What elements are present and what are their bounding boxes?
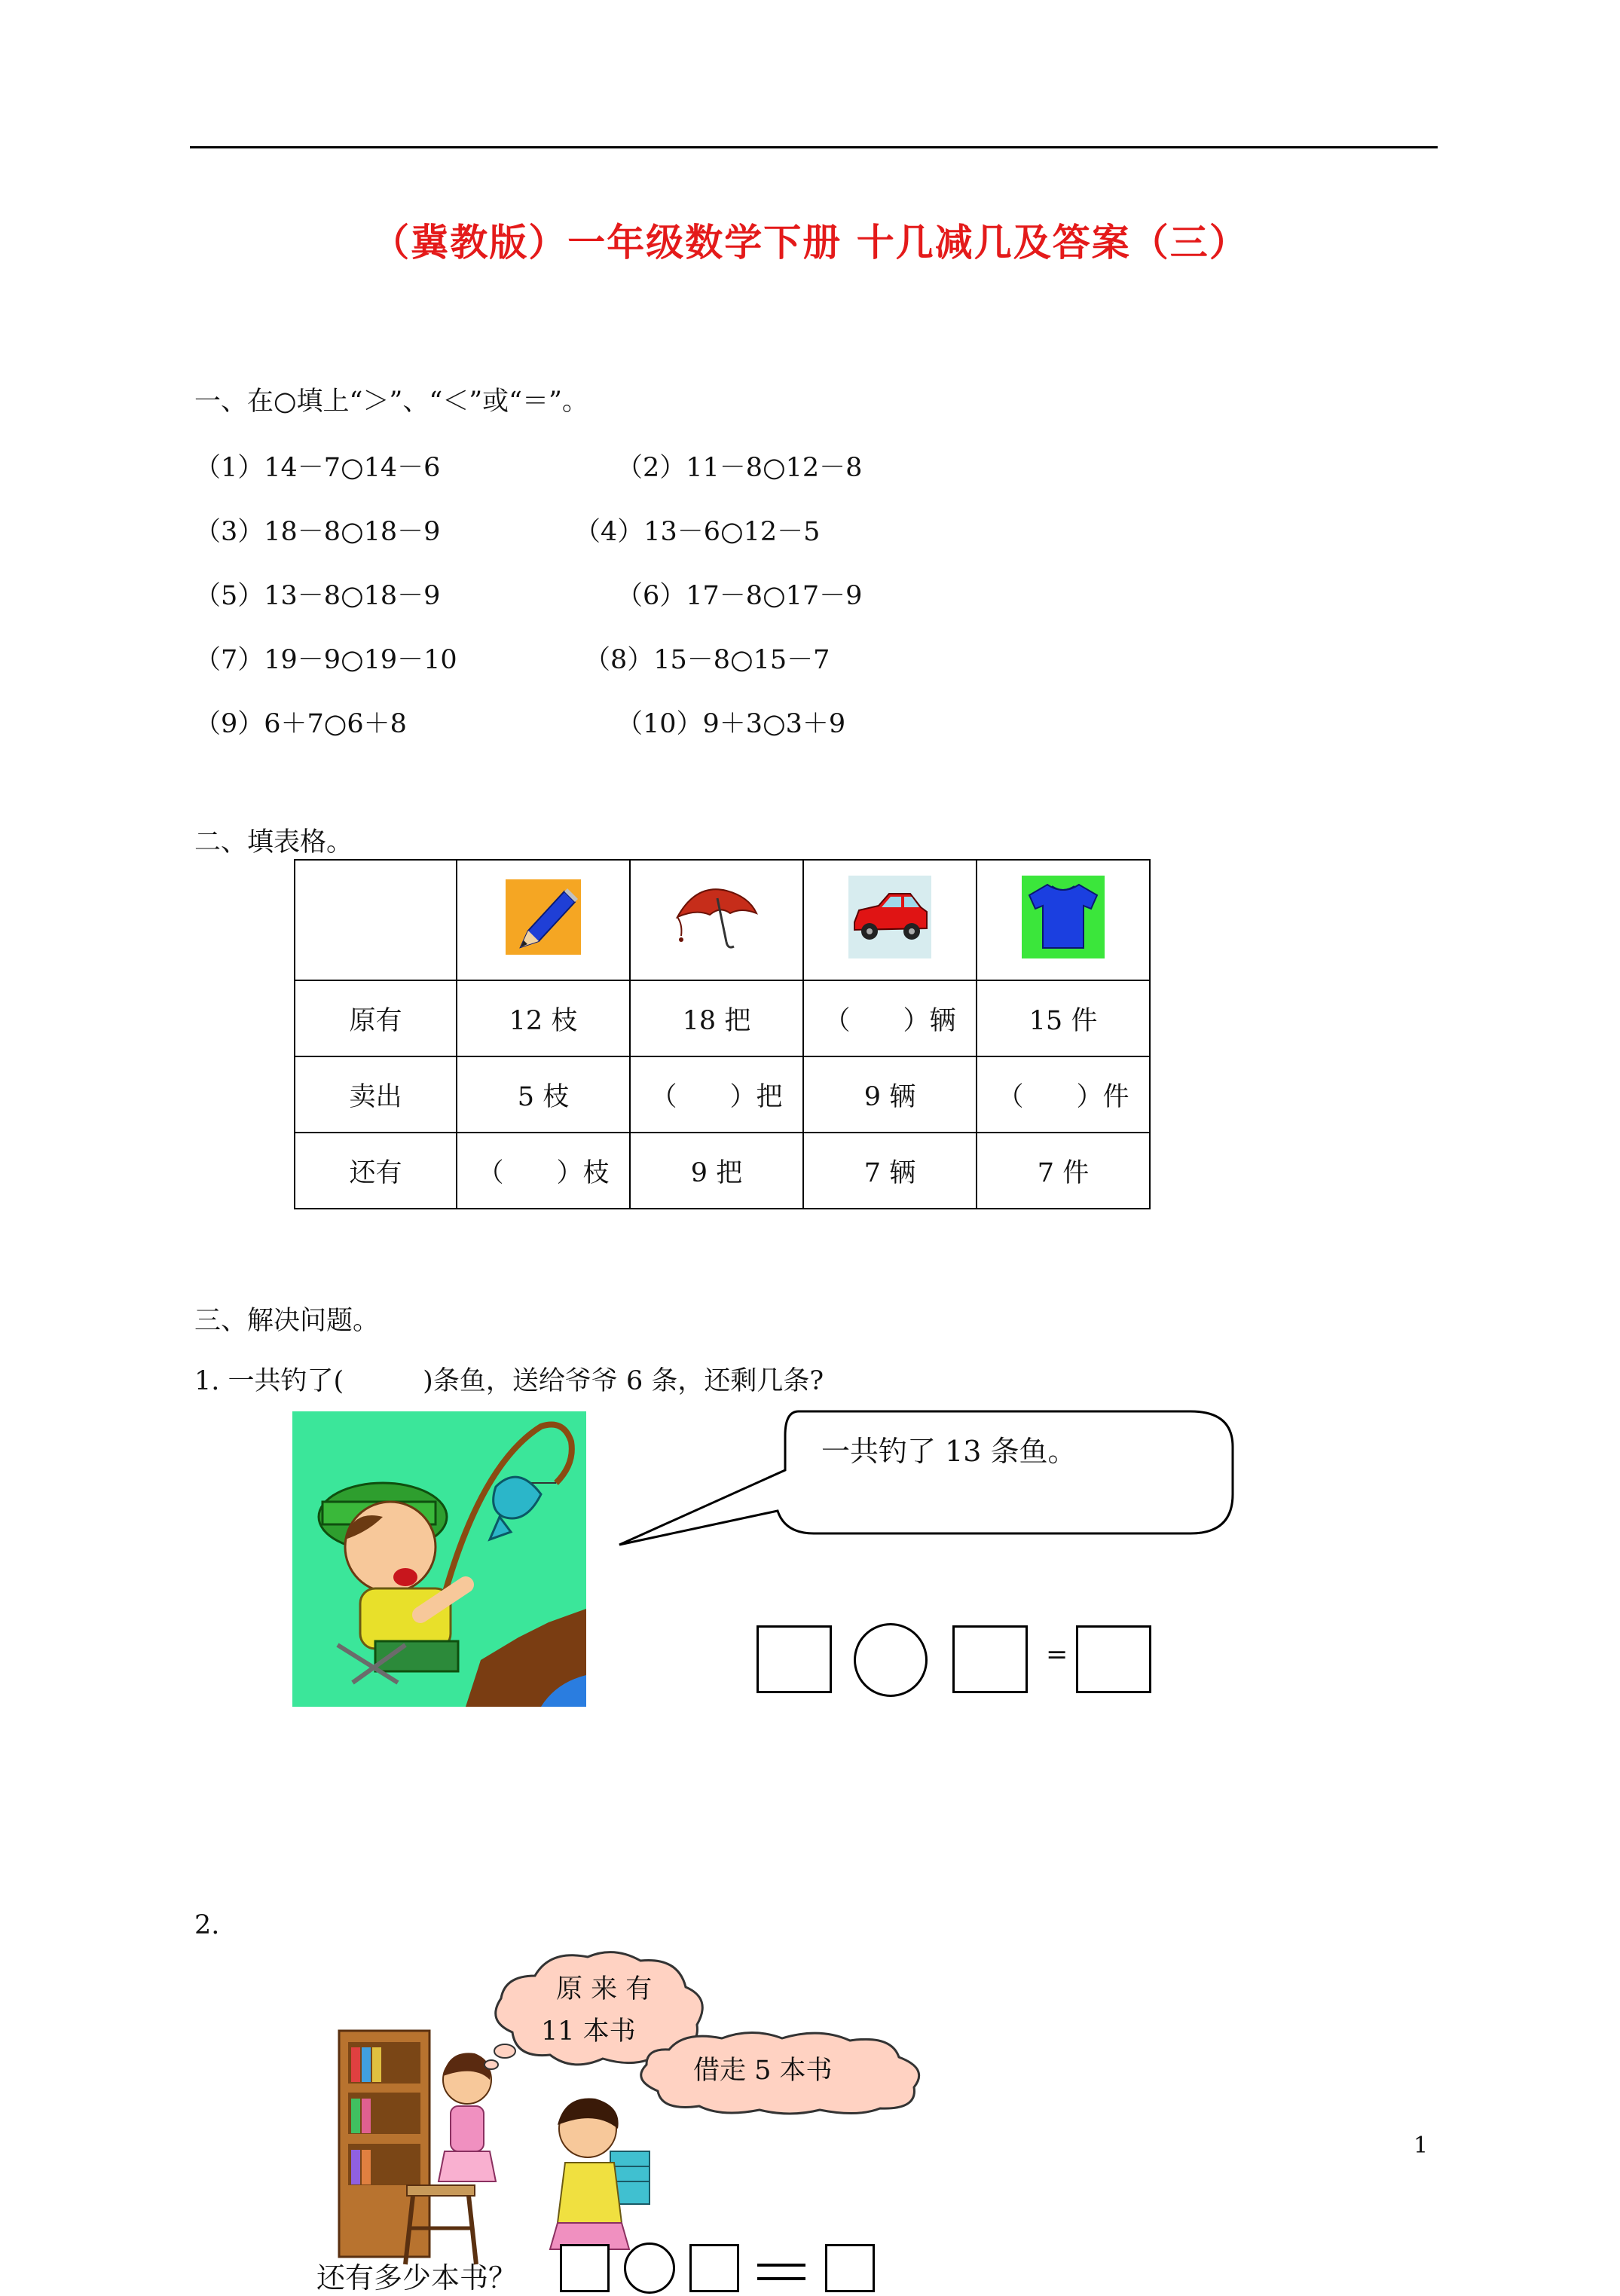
umbrella-icon xyxy=(674,883,760,951)
fill-table xyxy=(294,859,1151,1209)
shirt-icon xyxy=(1022,876,1105,958)
compare-item-10: （10）9＋3○3＋9 xyxy=(616,709,846,739)
table-row xyxy=(295,1056,1150,1133)
row-label: 还有 xyxy=(295,1133,457,1209)
row-label: 卖出 xyxy=(295,1056,457,1133)
pencil-icon xyxy=(506,879,581,955)
compare-item-9: （9）6＋7○6＋8 xyxy=(194,709,407,739)
table-header-shirt xyxy=(977,860,1150,980)
speech-bubble-text: 一共钓了 13 条鱼。 xyxy=(821,1435,1077,1468)
cloud1-line1: 原 来 有 xyxy=(556,1974,653,2004)
table-cell: 9 把 xyxy=(630,1133,803,1209)
equals-sign: = xyxy=(1046,1640,1068,1670)
table-cell: 7 件 xyxy=(977,1133,1150,1209)
compare-item-5: （5）13－8○18－9 xyxy=(194,581,441,611)
answer-box-1[interactable] xyxy=(757,1625,832,1693)
car-icon xyxy=(848,876,931,958)
table-corner-cell xyxy=(295,860,457,980)
header-rule xyxy=(190,146,1438,148)
q2-equals-top xyxy=(757,2264,805,2267)
compare-item-8: （8）15－8○15－7 xyxy=(584,645,830,675)
answer-circle-1[interactable] xyxy=(854,1623,928,1697)
table-cell: （ ）件 xyxy=(977,1056,1150,1133)
table-cell: （ ）枝 xyxy=(457,1133,630,1209)
answer-box-2[interactable] xyxy=(952,1625,1028,1693)
cloud1-line2: 11 本书 xyxy=(541,2016,636,2047)
section1-heading: 一、在○填上“＞”、“＜”或“＝”。 xyxy=(194,387,588,417)
table-cell: 15 件 xyxy=(977,980,1150,1056)
table-header-car xyxy=(803,860,977,980)
table-cell: 5 枝 xyxy=(457,1056,630,1133)
compare-item-7: （7）19－9○19－10 xyxy=(194,645,457,675)
table-cell: （ ）辆 xyxy=(803,980,977,1056)
section3-heading: 三、解决问题。 xyxy=(194,1306,380,1336)
compare-item-6: （6）17－8○17－9 xyxy=(616,581,863,611)
table-row xyxy=(295,1133,1150,1209)
table-cell: （ ）把 xyxy=(630,1056,803,1133)
cloud2-text: 借走 5 本书 xyxy=(693,2056,833,2086)
table-header-pencil xyxy=(457,860,630,980)
compare-item-2: （2）11－8○12－8 xyxy=(616,453,863,483)
row-label: 原有 xyxy=(295,980,457,1056)
compare-item-4: （4）13－6○12－5 xyxy=(574,517,821,547)
table-cell: 7 辆 xyxy=(803,1133,977,1209)
q2-answer-circle[interactable] xyxy=(624,2242,675,2294)
q2-answer-box-2[interactable] xyxy=(689,2244,739,2292)
question-1-text: 1. 一共钓了( )条鱼，送给爷爷 6 条，还剩几条? xyxy=(194,1366,824,1396)
question-2-number: 2. xyxy=(194,1910,220,1940)
section2-heading: 二、填表格。 xyxy=(194,827,353,858)
answer-box-3[interactable] xyxy=(1076,1625,1151,1693)
bookshelf-girl-illustration xyxy=(324,2023,505,2272)
table-cell: 18 把 xyxy=(630,980,803,1056)
question-2-text: 还有多少本书？ xyxy=(316,2261,518,2294)
page-title: （冀教版）一年级数学下册 十几减几及答案（三） xyxy=(371,221,1249,264)
table-cell: 9 辆 xyxy=(803,1056,977,1133)
q2-answer-box-1[interactable] xyxy=(560,2244,610,2292)
table-row xyxy=(295,980,1150,1056)
compare-item-3: （3）18－8○18－9 xyxy=(194,517,441,547)
table-header-umbrella xyxy=(630,860,803,980)
q2-equals-bottom xyxy=(757,2277,805,2280)
q2-answer-box-3[interactable] xyxy=(825,2244,875,2292)
table-cell: 12 枝 xyxy=(457,980,630,1056)
page-number: 1 xyxy=(1414,2132,1429,2159)
compare-item-1: （1）14－7○14－6 xyxy=(194,453,441,483)
fishing-boy-illustration xyxy=(292,1411,586,1707)
